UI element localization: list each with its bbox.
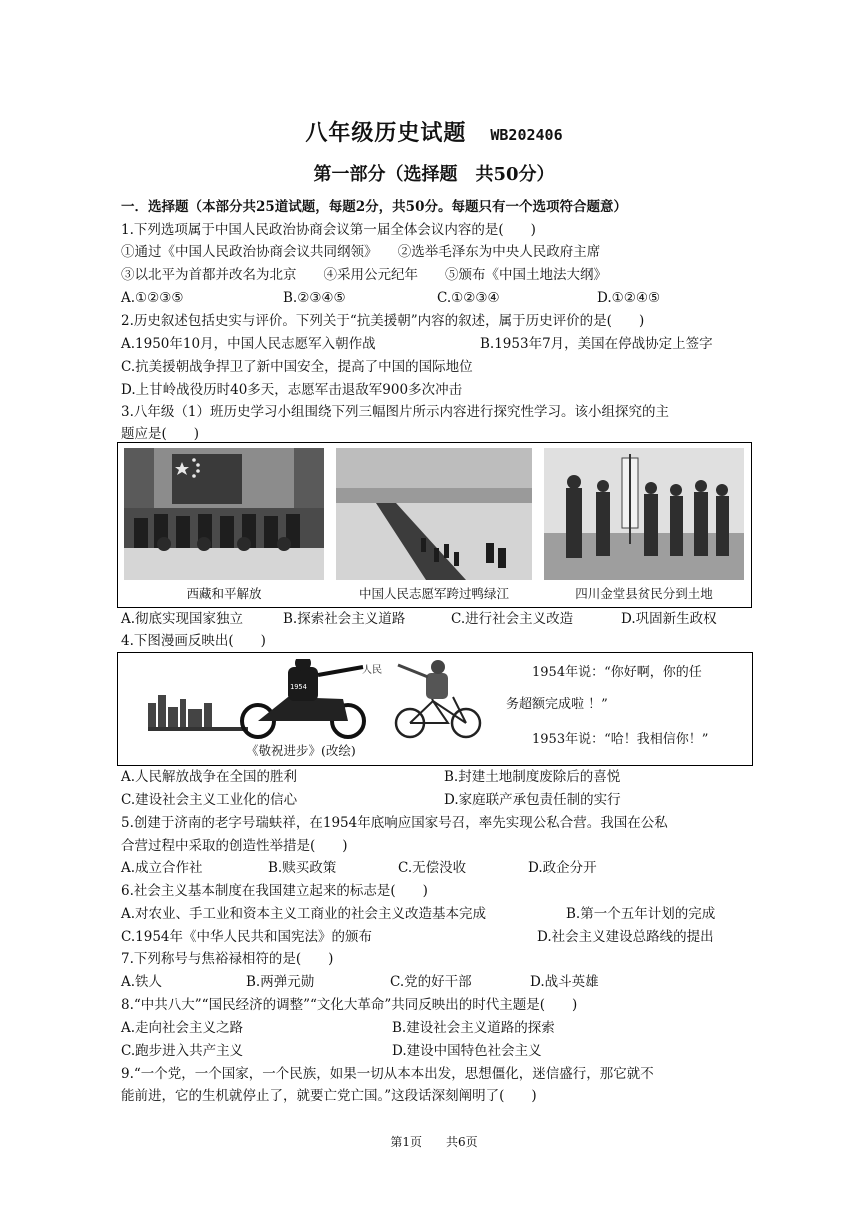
part-heading: 第一部分（选择题 共50分） — [313, 164, 555, 185]
question-3-option-b[interactable]: B.探索社会主义道路 — [283, 611, 406, 627]
page-title — [0, 116, 868, 147]
caption-tibet: 西藏和平解放 — [186, 586, 262, 601]
question-2-stem: 2.历史叙述包括史实与评价。下列关于“抗美援朝”内容的叙述，属于历史评价的是( ) — [121, 313, 645, 329]
question-9-stem-2: 能前进，它的生机就停止了，就要亡党亡国。”这段话深刻阐明了( ) — [121, 1088, 537, 1104]
question-7-option-d[interactable]: D.战斗英雄 — [530, 974, 599, 990]
question-4-option-a[interactable]: A.人民解放战争在全国的胜利 — [121, 769, 298, 785]
question-7-option-b[interactable]: B.两弹元勋 — [246, 974, 315, 990]
exam-code: WB202406 — [490, 126, 563, 144]
question-1-items-1: ①通过《中国人民政治协商会议共同纲领》 ②选举毛泽东为中央人民政府主席 — [121, 244, 601, 260]
motorcycle-icon — [242, 659, 364, 737]
question-4-stem: 4.下图漫画反映出( ) — [121, 633, 266, 649]
question-1-option-a[interactable]: A.①②③⑤ — [121, 290, 184, 306]
question-5-option-d[interactable]: D.政企分开 — [528, 860, 597, 876]
question-2-option-b[interactable]: B.1953年7月，美国在停战协定上签字 — [480, 336, 713, 352]
comic-text-2: 务超额完成啦 ！” — [506, 697, 608, 712]
question-8-option-b[interactable]: B.建设社会主义道路的探索 — [392, 1020, 555, 1036]
question-3-stem-1: 3.八年级（1）班历史学习小组围绕下列三幅图片所示内容进行探究性学习。该小组探究的主 — [121, 404, 669, 420]
svg-text:人民: 人民 — [362, 665, 382, 676]
svg-text:1954: 1954 — [290, 683, 307, 691]
question-4-option-b[interactable]: B.封建土地制度废除后的喜悦 — [444, 769, 621, 785]
question-8-option-d[interactable]: D.建设中国特色社会主义 — [392, 1043, 542, 1059]
question-8-stem: 8.“中共八大”“国民经济的调整”“文化大革命”共同反映出的时代主题是( ) — [121, 997, 578, 1013]
question-8-option-a[interactable]: A.走向社会主义之路 — [121, 1020, 244, 1036]
question-1-option-c[interactable]: C.①②③④ — [437, 290, 500, 306]
question-6-option-a[interactable]: A.对农业、手工业和资本主义工商业的社会主义改造基本完成 — [121, 906, 487, 922]
question-3-figure — [117, 442, 752, 608]
question-3-option-c[interactable]: C.进行社会主义改造 — [451, 611, 574, 627]
question-5-option-c[interactable]: C.无偿没收 — [398, 860, 467, 876]
question-1-option-b[interactable]: B.②③④⑤ — [283, 290, 346, 306]
photo-tibet-liberation — [124, 448, 324, 580]
question-6-stem: 6.社会主义基本制度在我国建立起来的标志是( ) — [121, 883, 428, 899]
question-6-option-d[interactable]: D.社会主义建设总路线的提出 — [537, 929, 714, 945]
question-7-option-a[interactable]: A.铁人 — [121, 974, 163, 990]
question-7-option-c[interactable]: C.党的好干部 — [390, 974, 472, 990]
question-9-stem-1: 9.“一个党，一个国家，一个民族，如果一切从本本出发，思想僵化，迷信盛行，那它就不 — [121, 1066, 654, 1082]
title-text: 八年级历史试题 — [305, 120, 467, 146]
bicycle-icon — [396, 660, 480, 737]
question-1-stem: 1.下列选项属于中国人民政治协商会议第一届全体会议内容的是( ) — [121, 222, 536, 238]
question-2-option-a[interactable]: A.1950年10月，中国人民志愿军入朝作战 — [121, 336, 376, 352]
question-6-option-c[interactable]: C.1954年《中华人民共和国宪法》的颁布 — [121, 929, 372, 945]
photo-land-reform — [544, 448, 744, 580]
question-2-option-c[interactable]: C.抗美援朝战争捍卫了新中国安全，提高了中国的国际地位 — [121, 359, 473, 375]
question-5-stem-2: 合营过程中采取的创造性举措是( ) — [121, 838, 348, 854]
photo-yalu-river — [336, 448, 532, 580]
comic-text-1: 1954年说：“你好啊，你的任 — [532, 665, 702, 680]
question-1-items-2: ③以北平为首都并改名为北京 ④采用公元纪年 ⑤颁布《中国土地法大纲》 — [121, 267, 607, 283]
comic-text-3: 1953年说：“哈！我相信你！” — [532, 732, 709, 747]
question-4-option-d[interactable]: D.家庭联产承包责任制的实行 — [444, 792, 621, 808]
question-5-option-a[interactable]: A.成立合作社 — [121, 860, 203, 876]
question-1-option-d[interactable]: D.①②④⑤ — [597, 290, 661, 306]
question-3-option-a[interactable]: A.彻底实现国家独立 — [121, 611, 244, 627]
page-footer: 第1页 共6页 — [390, 1135, 478, 1149]
comic-caption: 《敬祝进步》(改绘) — [246, 743, 356, 758]
question-4-option-c[interactable]: C.建设社会主义工业化的信心 — [121, 792, 298, 808]
question-3-option-d[interactable]: D.巩固新生政权 — [621, 611, 717, 627]
caption-yalu: 中国人民志愿军跨过鸭绿江 — [358, 586, 509, 601]
question-4-comic — [117, 652, 753, 766]
question-7-stem: 7.下列称号与焦裕禄相符的是( ) — [121, 951, 334, 967]
question-5-stem-1: 5.创建于济南的老字号瑞蚨祥，在1954年底响应国家号召，率先实现公私合营。我国在公私 — [121, 815, 668, 831]
section-heading: 一．选择题（本部分共25道试题，每题2分，共50分。每题只有一个选项符合题意） — [121, 199, 627, 215]
question-2-option-d[interactable]: D.上甘岭战役历时40多天，志愿军击退敌军900多次冲击 — [121, 382, 463, 398]
question-3-stem-2: 题应是( ) — [121, 426, 200, 442]
question-5-option-b[interactable]: B.赎买政策 — [268, 860, 337, 876]
question-8-option-c[interactable]: C.跑步进入共产主义 — [121, 1043, 244, 1059]
question-6-option-b[interactable]: B.第一个五年计划的完成 — [566, 906, 716, 922]
caption-land: 四川金堂县贫民分到土地 — [575, 586, 713, 601]
